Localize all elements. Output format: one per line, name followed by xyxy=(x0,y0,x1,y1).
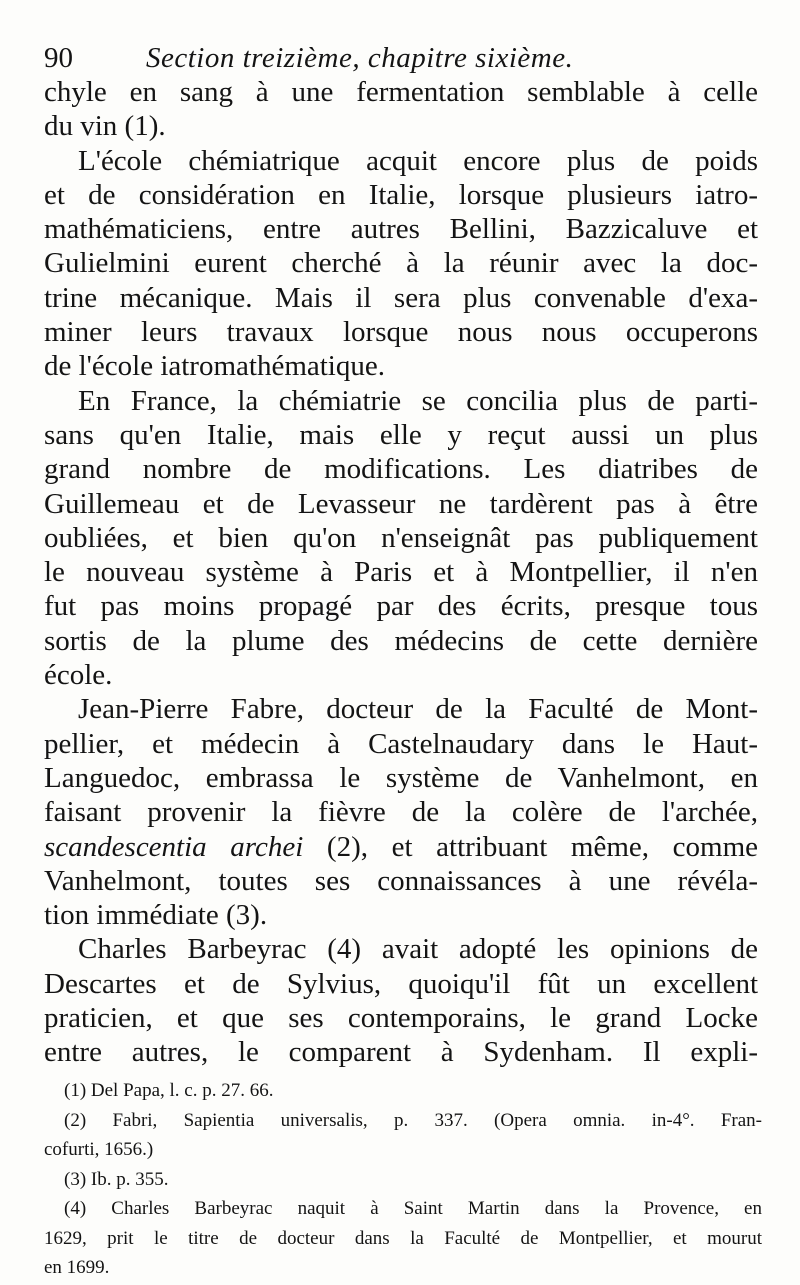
text-line: grand nombre de modifications. Les diatribes de xyxy=(44,453,758,486)
text-line: de l'école iatromathématique. xyxy=(44,350,385,383)
text-line: entre autres, le comparent à Sydenham. Il expli- xyxy=(44,1036,758,1069)
text-line: fut pas moins propagé par des écrits, presque tous xyxy=(44,590,758,623)
text-line: du vin (1). xyxy=(44,110,166,143)
text-line: Charles Barbeyrac (4) avait adopté les opinions de xyxy=(78,933,758,966)
text-line: sans qu'en Italie, mais elle y reçut aussi un plus xyxy=(44,418,758,451)
text-line: Descartes et de Sylvius, quoiqu'il fût un excellent xyxy=(44,967,758,1000)
footnote-4-end: en 1699. xyxy=(44,1257,110,1278)
footnote-2-continuation: cofurti, 1656.) xyxy=(44,1139,154,1160)
footnote-1: (1) Del Papa, l. c. p. 27. 66. xyxy=(64,1080,274,1101)
footnotes xyxy=(44,1076,762,1283)
text-line: En France, la chémiatrie se concilia plus de parti- xyxy=(78,384,758,417)
text-line: Guillemeau et de Levasseur ne tardèrent pas à être xyxy=(44,487,758,520)
text-line: Languedoc, embrassa le système de Vanhelmont, en xyxy=(44,761,758,794)
text-line: praticien, et que ses contemporains, le grand Locke xyxy=(44,1002,758,1035)
text-line: tion immédiate (3). xyxy=(44,899,268,932)
text-line: trine mécanique. Mais il sera plus convenable d'exa- xyxy=(44,281,758,314)
text-line: miner leurs travaux lorsque nous nous occuperons xyxy=(44,316,758,349)
footnote-4: (4) Charles Barbeyrac naquit à Saint Martin dans la Provence, en xyxy=(64,1198,762,1219)
body-text xyxy=(44,75,758,1070)
page-header xyxy=(44,38,764,78)
text-line: et de considération en Italie, lorsque plusieurs iatro- xyxy=(44,178,758,211)
page-number: 90 xyxy=(44,42,73,74)
text-line: école. xyxy=(44,659,113,692)
footnote-3: (3) Ib. p. 355. xyxy=(64,1168,169,1190)
text-line: sortis de la plume des médecins de cette dernière xyxy=(44,624,758,657)
text-line: chyle en sang à une fermentation semblable à celle xyxy=(44,76,758,108)
footnote-2: (2) Fabri, Sapientia universalis, p. 337. (Opera omnia. in-4°. Fran- xyxy=(64,1109,762,1131)
text-line: L'école chémiatrique acquit encore plus de poids xyxy=(78,144,758,177)
text-line: mathématiciens, entre autres Bellini, Bazzicaluve et xyxy=(44,213,758,246)
text-line: faisant provenir la fièvre de la colère de l'archée, xyxy=(44,796,758,829)
text-line: Vanhelmont, toutes ses connaissances à une révéla- xyxy=(44,864,758,897)
footnote-4-continuation: 1629, prit le titre de docteur dans la Faculté de Montpellier, et mourut xyxy=(44,1227,762,1249)
text-line: oubliées, et bien qu'on n'enseignât pas publiquement xyxy=(44,521,758,554)
italic-phrase: scandescentia archei xyxy=(44,830,304,863)
text-line: pellier, et médecin à Castelnaudary dans le Haut- xyxy=(44,727,758,760)
text-line-with-italic xyxy=(44,830,758,864)
text-line: le nouveau système à Paris et à Montpellier, il n'en xyxy=(44,556,758,589)
running-head: Section treizième, chapitre sixième. xyxy=(146,42,574,74)
text-line: Jean-Pierre Fabre, docteur de la Faculté de Mont- xyxy=(78,693,758,726)
text-run: (2), et attribuant même, comme xyxy=(303,830,758,863)
text-line: Gulielmini eurent cherché à la réunir avec la doc- xyxy=(44,247,758,280)
